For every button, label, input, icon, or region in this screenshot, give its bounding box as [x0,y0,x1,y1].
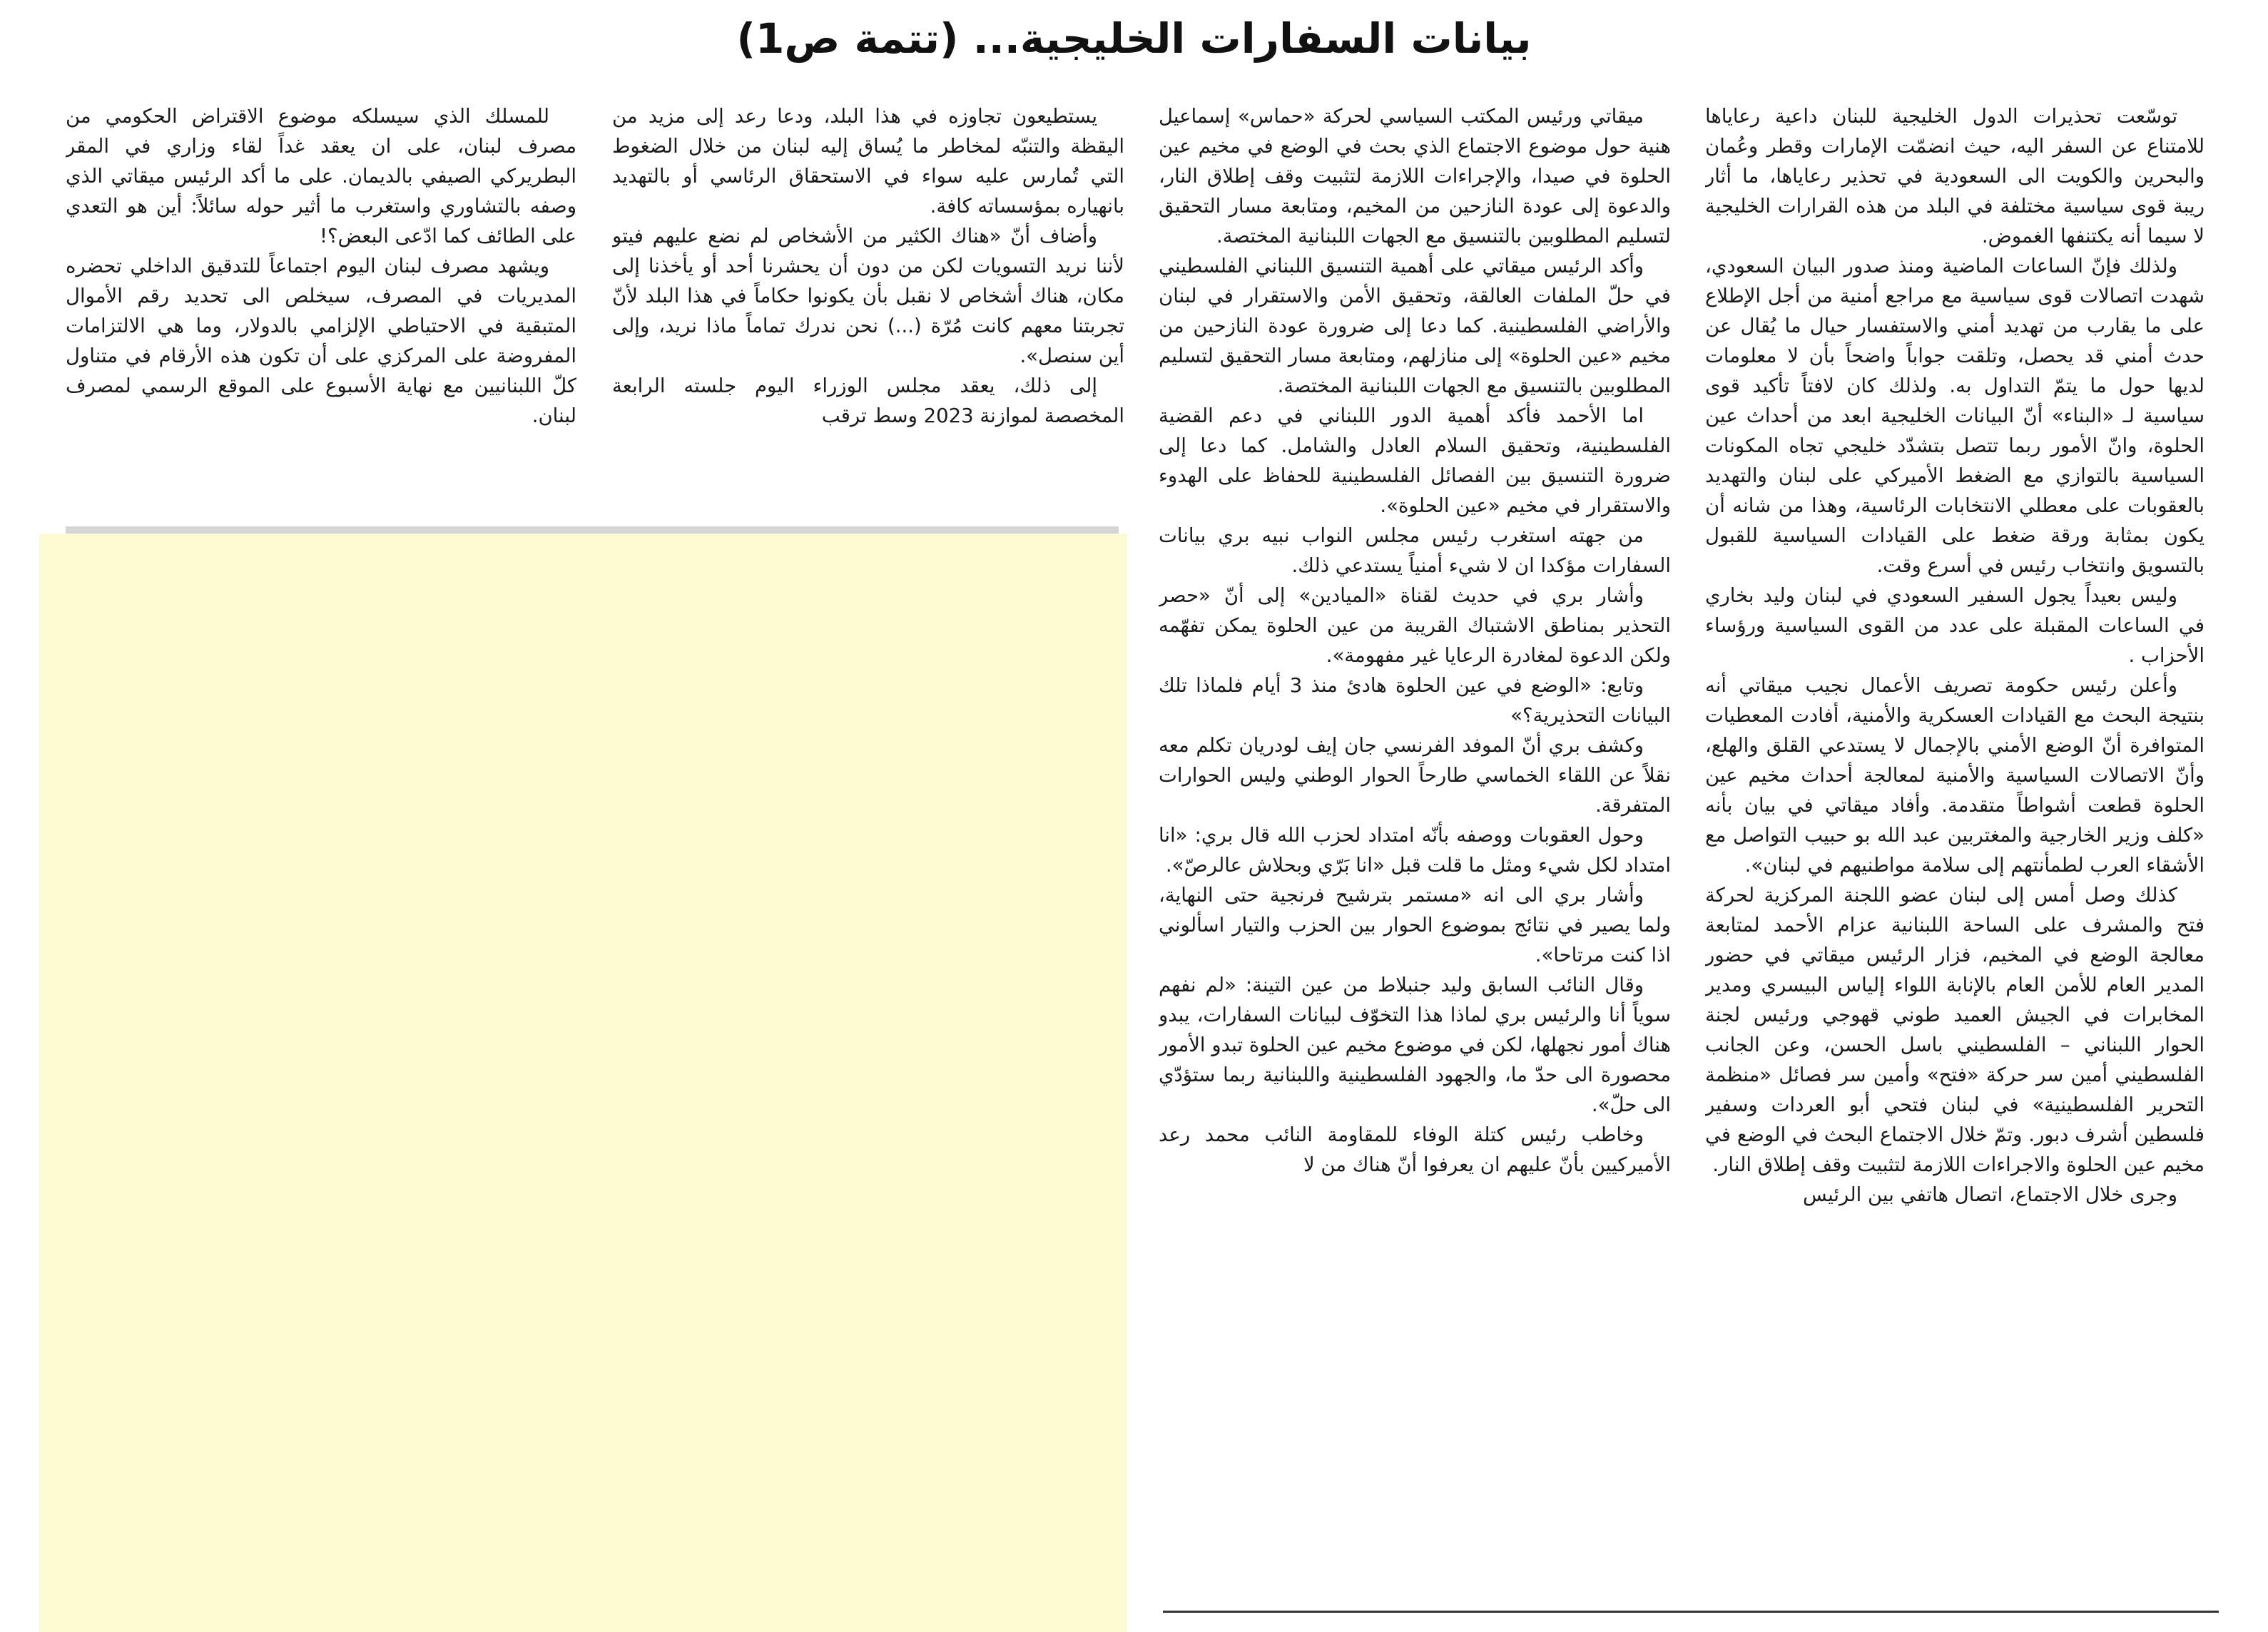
article-column-1 [1705,101,2205,1564]
page-title: بيانات السفارات الخليجية... (تتمة ص1) [736,14,1532,63]
paragraph: للمسلك الذي سيسلكه موضوع الاقتراض الحكومي من مصرف لبنان، على ان يعقد غداً لقاء وزاري في المقر البطريركي الصيفي بالديمان. على ما أكد الرئيس ميقاتي الذي وصفه بالتشاوري واستغرب ما أثير حوله سائلاً: أين هو التعدي على الطائف كما ادّعى البعض؟! [66,105,576,248]
paragraph: ولذلك فإنّ الساعات الماضية ومنذ صدور البيان السعودي، شهدت اتصالات قوى سياسية مع مراجع أمنية من أجل الإطلاع على ما يقارب من تهديد أمني والاستفسار حيال ما يُقال عن حدث أمني قد يحصل، وتلقت جواباً واضحاً بأن لا معلومات لديها حول ما يتمّ التداول به. ولذلك كان لافتاً تأكيد قوى سياسية لـ «البناء» أنّ البيانات الخليجية ابعد من أحداث عين الحلوة، وانّ الأمور ربما تتصل بتشدّد خليجي تجاه المكونات السياسية بالتوازي مع الضغط الأميركي على لبنان والتهديد بالعقوبات على معطلي الانتخابات الرئاسية، وهذا من شانه أن يكون بمثابة ورقة ضغط على القيادات السياسية للقبول بالتسويق وانتخاب رئيس في أسرع وقت. [1705,255,2205,577]
paragraph: وأعلن رئيس حكومة تصريف الأعمال نجيب ميقاتي أنه بنتيجة البحث مع القيادات العسكرية والأمنية، أفادت المعطيات المتوافرة أنّ الوضع الأمني بالإجمال لا يستدعي القلق والهلع، وأنّ الاتصالات السياسية والأمنية لمعالجة أحداث مخيم عين الحلوة قطعت أشواطاً متقدمة. وأفاد ميقاتي في بيان بأنه «كلف وزير الخارجية والمغتربين عبد الله بو حبيب التواصل مع الأشقاء العرب لطمأنتهم إلى سلامة مواطنيهم في لبنان». [1705,674,2205,877]
paragraph: وأشار بري في حديث لقناة «الميادين» إلى أنّ «حصر التحذير بمناطق الاشتباك القريبة من عين الحلوة يمكن تفهّمه ولكن الدعوة لمغادرة الرعايا غير مفهومة». [1159,584,1671,667]
paragraph: كذلك وصل أمس إلى لبنان عضو اللجنة المركزية لحركة فتح والمشرف على الساحة اللبنانية عزام الأحمد لمتابعة معالجة الوضع في المخيم، فزار الرئيس ميقاتي في حضور المدير العام للأمن العام بالإنابة اللواء إلياس البيسري ومدير المخابرات في الجيش العميد طوني قهوجي ورئيس لجنة الحوار اللبناني – الفلسطيني باسل الحسن، وعن الجانب الفلسطيني أمين سر حركة «فتح» وأمين سر فصائل «منظمة التحرير الفلسطينية» في لبنان فتحي أبو العردات وسفير فلسطين أشرف دبور. وتمّ خلال الاجتماع البحث في الوضع في مخيم عين الحلوة والاجراءات اللازمة لتثبيت وقف إطلاق النار. [1705,884,2205,1176]
paragraph: وقال النائب السابق وليد جنبلاط من عين التينة: «لم نفهم سوياً أنا والرئيس بري لماذا هذا التخوّف لبيانات السفارات، يبدو هناك أمور نجهلها، لكن في موضوع مخيم عين الحلوة تبدو الأمور محصورة الى حدّ ما، والجهود الفلسطينية واللبنانية ربما ستؤدّي الى حلّ». [1159,974,1671,1116]
article-column-4 [66,101,576,522]
article-column-2 [1159,101,1671,1564]
paragraph: وليس بعيداً يجول السفير السعودي في لبنان وليد بخاري في الساعات المقبلة على عدد من القوى السياسية ورؤساء الأحزاب . [1705,584,2205,667]
paragraph: اما الأحمد فأكد أهمية الدور اللبناني في دعم القضية الفلسطينية، وتحقيق السلام العادل والشامل. كما دعا إلى ضرورة التنسيق بين الفصائل الفلسطينية للحفاظ على الهدوء والاستقرار في مخيم «عين الحلوة». [1159,404,1671,517]
paragraph: وحول العقوبات ووصفه بأنّه امتداد لحزب الله قال بري: «انا امتداد لكل شيء ومثل ما قلت قبل «انا بَرّي وبحلاش عالرصّ». [1159,824,1671,877]
advertisement-placeholder [39,534,1127,1632]
article-column-3 [612,101,1124,522]
paragraph: يستطيعون تجاوزه في هذا البلد، ودعا رعد إلى مزيد من اليقظة والتنبّه لمخاطر ما يُساق إليه لبنان من خلال الضغوط التي تُمارس عليه سواء في الاستحقاق الرئاسي أو بالتهديد بانهياره بمؤسساته كافة. [612,105,1124,218]
paragraph: وتابع: «الوضع في عين الحلوة هادئ منذ 3 أيام فلماذا تلك البيانات التحذيرية؟» [1159,674,1671,727]
bottom-rule [1163,1611,2219,1613]
paragraph: ويشهد مصرف لبنان اليوم اجتماعاً للتدقيق الداخلي تحضره المديريات في المصرف، سيخلص الى تحديد رقم الأموال المتبقية في الاحتياطي الإلزامي بالدولار، وما هي الالتزامات المفروضة على المركزي على أن تكون هذه الأرقام في متناول كلّ اللبنانيين مع نهاية الأسبوع على الموقع الرسمي لمصرف لبنان. [66,255,576,427]
paragraph: توسّعت تحذيرات الدول الخليجية للبنان داعية رعاياها للامتناع عن السفر اليه، حيث انضمّت الإمارات وقطر وعُمان والبحرين والكويت الى السعودية في تحذير رعاياها، ما أثار ريبة قوى سياسية مختلفة في البلد من هذه القرارات الخليجية لا سيما أنه يكتنفها الغموض. [1705,105,2205,248]
section-divider [66,526,1119,534]
paragraph: وكشف بري أنّ الموفد الفرنسي جان إيف لودريان تكلم معه نقلاً عن اللقاء الخماسي طارحاً الحوار الوطني وليس الحوارات المتفرقة. [1159,734,1671,817]
paragraph: وخاطب رئيس كتلة الوفاء للمقاومة النائب محمد رعد الأميركيين بأنّ عليهم ان يعرفوا أنّ هناك من لا [1159,1123,1671,1176]
paragraph: من جهته استغرب رئيس مجلس النواب نبيه بري بيانات السفارات مؤكدا ان لا شيء أمنياً يستدعي ذلك. [1159,524,1671,577]
paragraph: وأكد الرئيس ميقاتي على أهمية التنسيق اللبناني الفلسطيني في حلّ الملفات العالقة، وتحقيق الأمن والاستقرار في لبنان والأراضي الفلسطينية. كما دعا إلى ضرورة عودة النازحين من مخيم «عين الحلوة» إلى منازلهم، ومتابعة مسار التحقيق لتسليم المطلوبين بالتنسيق مع الجهات اللبنانية المختصة. [1159,255,1671,397]
paragraph: إلى ذلك، يعقد مجلس الوزراء اليوم جلسته الرابعة المخصصة لموازنة 2023 وسط ترقب [612,374,1124,427]
paragraph: وجرى خلال الاجتماع، اتصال هاتفي بين الرئيس [1803,1183,2177,1206]
paragraph: وأشار بري الى انه «مستمر بترشيح فرنجية حتى النهاية، ولما يصير في نتائج بموضوع الحوار بين الحزب والتيار اسألوني اذا كنت مرتاحا». [1159,884,1671,967]
paragraph: ميقاتي ورئيس المكتب السياسي لحركة «حماس» إسماعيل هنية حول موضوع الاجتماع الذي بحث في الوضع في مخيم عين الحلوة في صيدا، والإجراءات اللازمة لتثبيت وقف إطلاق النار، والدعوة إلى عودة النازحين من المخيم، ومتابعة مسار التحقيق لتسليم المطلوبين بالتنسيق مع الجهات اللبنانية المختصة. [1159,105,1671,248]
paragraph: وأضاف أنّ «هناك الكثير من الأشخاص لم نضع عليهم فيتو لأننا نريد التسويات لكن من دون أن يحشرنا أحد أو يأخذنا إلى مكان، هناك أشخاص لا نقبل بأن يكونوا حكاماً في هذا البلد لأنّ تجربتنا معهم كانت مُرّة (...) نحن ندرك تماماً ماذا نريد، وإلى أين سنصل». [612,225,1124,367]
